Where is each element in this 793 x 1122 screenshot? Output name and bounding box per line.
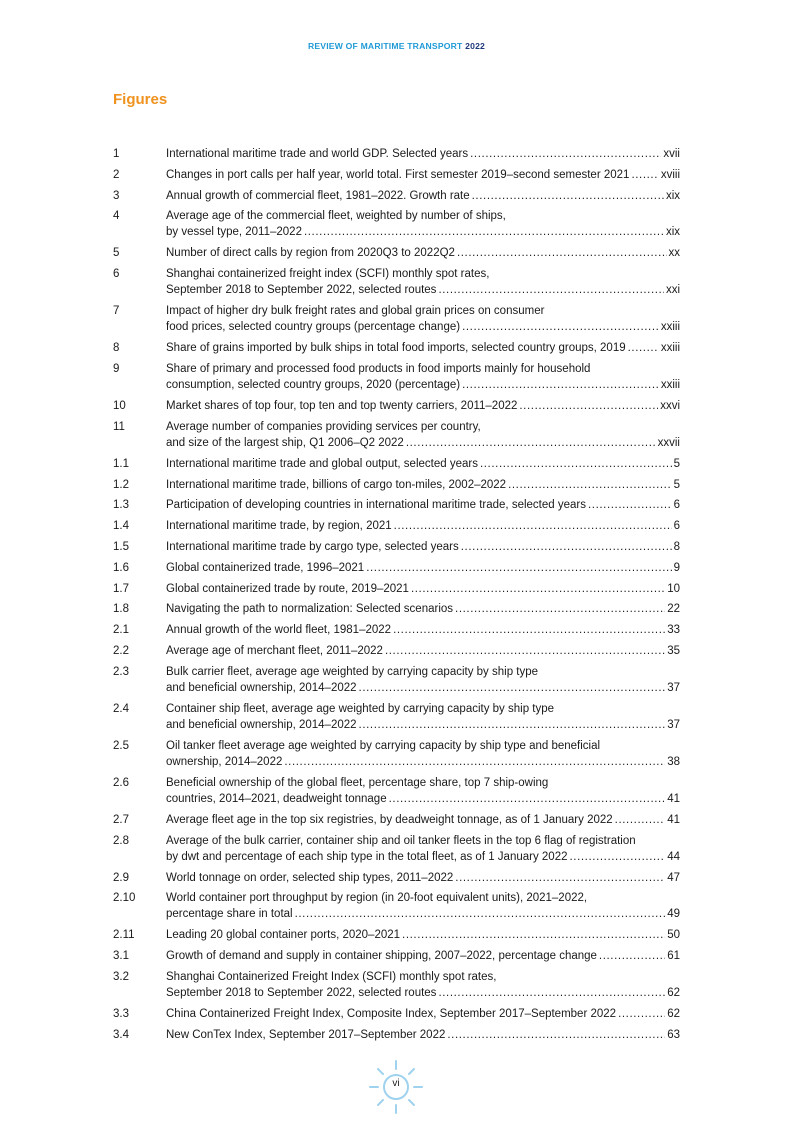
page-reference[interactable]: xxi [665, 284, 680, 297]
page-reference[interactable]: 38 [667, 755, 680, 768]
figure-caption [166, 245, 680, 261]
toc-entry[interactable] [113, 518, 680, 534]
page-footer [366, 1057, 426, 1117]
figures-list [113, 146, 680, 1048]
toc-entry[interactable] [113, 948, 680, 964]
figure-title-line: Participation of developing countries in international maritime trade, selected years [166, 499, 586, 512]
running-header-title: REVIEW OF MARITIME TRANSPORT [307, 41, 463, 51]
toc-entry[interactable] [113, 701, 680, 733]
figure-title-line: International maritime trade and global output, selected years [166, 457, 478, 470]
figure-caption [166, 738, 680, 770]
figure-caption [166, 927, 680, 943]
page-reference[interactable]: 41 [667, 813, 680, 826]
page-reference[interactable]: 6 [673, 520, 680, 533]
figure-title-line: International maritime trade and world GDP. Selected years [166, 148, 469, 160]
dot-leader [618, 1006, 665, 1022]
figure-caption [166, 664, 680, 696]
figure-title-line: Shanghai Containerized Freight Index (SCFI) monthly spot rates, [166, 970, 497, 983]
figure-caption [166, 560, 680, 576]
figure-title-line: Share of grains imported by bulk ships in total food imports, selected country groups, 2019 [166, 342, 626, 355]
toc-entry[interactable] [113, 1027, 680, 1043]
toc-entry[interactable] [113, 361, 680, 393]
figure-number: 1.6 [113, 561, 129, 574]
toc-entry[interactable] [113, 1006, 680, 1022]
figure-title-line: Number of direct calls by region from 2020Q3 to 2022Q2 [166, 247, 455, 260]
figure-number: 1.3 [113, 499, 129, 512]
dot-leader [628, 340, 659, 356]
figure-number: 7 [113, 305, 120, 318]
figure-caption [166, 539, 680, 555]
section-title: Figures [113, 91, 168, 108]
figure-caption [166, 266, 680, 298]
dot-leader [359, 717, 666, 733]
toc-entry[interactable] [113, 266, 680, 298]
figure-number: 1 [113, 148, 120, 160]
figure-number: 1.8 [113, 603, 129, 616]
figure-caption [166, 969, 680, 1001]
dot-leader [295, 906, 666, 922]
page-reference[interactable]: xxvi [660, 399, 680, 412]
figure-number: 4 [113, 210, 120, 223]
figure-caption [166, 775, 680, 807]
toc-entry[interactable] [113, 419, 680, 451]
toc-entry[interactable] [113, 664, 680, 696]
dot-leader [359, 680, 666, 696]
dot-leader [284, 754, 665, 770]
toc-entry[interactable] [113, 303, 680, 335]
figure-title-line: Impact of higher dry bulk freight rates and global grain prices on consumer [166, 305, 545, 318]
figure-title-line: Navigating the path to normalization: Selected scenarios [166, 603, 454, 616]
figure-caption [166, 303, 680, 335]
page-reference[interactable]: xvii [663, 148, 680, 160]
dot-leader [366, 560, 671, 576]
figure-caption [166, 419, 680, 451]
toc-entry[interactable] [113, 146, 680, 162]
toc-entry[interactable] [113, 560, 680, 576]
page-reference[interactable]: 5 [673, 478, 680, 491]
figure-title-line: International maritime trade, by region, 2021 [166, 520, 392, 533]
page-reference[interactable]: 37 [667, 681, 680, 694]
toc-entry[interactable] [113, 456, 680, 472]
figure-caption [166, 701, 680, 733]
figure-title-line: September 2018 to September 2022, selected routes [166, 284, 437, 297]
figure-caption [166, 456, 680, 472]
dot-leader [519, 398, 658, 414]
dot-leader [438, 985, 665, 1001]
figure-number: 10 [113, 399, 126, 412]
dot-leader [462, 319, 659, 335]
dot-leader [304, 224, 664, 240]
toc-entry[interactable] [113, 245, 680, 261]
figure-number: 1.5 [113, 540, 129, 553]
figure-title-line: Average fleet age in the top six registries, by deadweight tonnage, as of 1 January 2022 [166, 813, 613, 826]
figure-title-line: Leading 20 global container ports, 2020–2021 [166, 929, 401, 942]
page-reference[interactable]: xix [665, 189, 680, 202]
toc-entry[interactable] [113, 601, 680, 617]
toc-entry[interactable] [113, 188, 680, 204]
figure-title-line: Growth of demand and supply in container shipping, 2007–2022, percentage change [166, 950, 597, 963]
toc-entry[interactable] [113, 870, 680, 886]
dot-leader [508, 477, 672, 493]
dot-leader [615, 812, 666, 828]
toc-entry[interactable] [113, 398, 680, 414]
dot-leader [411, 581, 665, 597]
figure-number: 2.10 [113, 892, 136, 905]
figure-caption [166, 1027, 680, 1043]
figure-caption [166, 497, 680, 513]
dot-leader [631, 167, 658, 183]
figure-title-line: Beneficial ownership of the global fleet, percentage share, top 7 ship-owing [166, 776, 549, 789]
dot-leader [389, 791, 666, 807]
page-reference[interactable]: 41 [667, 792, 680, 805]
figure-title-line: by dwt and percentage of each ship type in the total fleet, as of 1 January 2022 [166, 850, 568, 863]
figure-title-line: Share of primary and processed food products in food imports mainly for household [166, 362, 591, 375]
page-reference[interactable]: 47 [667, 871, 680, 884]
figure-title-line: Oil tanker fleet average age weighted by carrying capacity by ship type and beneficial [166, 739, 601, 752]
figure-caption [166, 167, 680, 183]
figure-title-line: International maritime trade, billions of cargo ton-miles, 2002–2022 [166, 478, 507, 491]
figure-title-line: consumption, selected country groups, 2020 (percentage) [166, 378, 461, 391]
figure-number: 2.8 [113, 834, 129, 847]
dot-leader [461, 539, 672, 555]
figure-caption [166, 622, 680, 638]
dot-leader [393, 622, 665, 638]
figure-number: 9 [113, 362, 120, 375]
figure-title-line: by vessel type, 2011–2022 [166, 226, 302, 239]
page-reference[interactable]: 61 [667, 950, 680, 963]
page-reference[interactable]: 49 [667, 908, 680, 921]
figure-title-line: countries, 2014–2021, deadweight tonnage [166, 792, 387, 805]
dot-leader [588, 497, 672, 513]
dot-leader [470, 146, 661, 162]
page-reference[interactable]: xviii [660, 168, 680, 181]
dot-leader [599, 948, 665, 964]
figure-caption [166, 870, 680, 886]
figure-caption [166, 581, 680, 597]
dot-leader [385, 643, 665, 659]
running-header-year: 2022 [465, 41, 486, 51]
page-reference[interactable]: xx [668, 247, 680, 260]
page-reference[interactable]: xxiii [660, 321, 680, 334]
figure-title-line: Average of the bulk carrier, container ship and oil tanker fleets in the top 6 flag of registration [166, 834, 636, 847]
toc-entry[interactable] [113, 643, 680, 659]
figure-caption [166, 948, 680, 964]
figure-title-line: Global containerized trade by route, 2019–2021 [166, 582, 409, 595]
page-reference[interactable]: 6 [673, 499, 680, 512]
figure-title-line: Global containerized trade, 1996–2021 [166, 561, 365, 574]
page-reference[interactable]: 50 [667, 929, 680, 942]
figure-caption [166, 890, 680, 922]
figure-number: 2.2 [113, 644, 129, 657]
page-reference[interactable]: xix [665, 226, 680, 239]
dot-leader [570, 849, 666, 865]
figure-title-line: China Containerized Freight Index, Composite Index, September 2017–September 2022 [166, 1007, 617, 1020]
page-reference[interactable]: 33 [667, 624, 680, 637]
figure-number: 3.2 [113, 970, 129, 983]
figure-number: 2.9 [113, 871, 129, 884]
figure-caption [166, 518, 680, 534]
running-header [0, 41, 793, 51]
page-reference[interactable]: 62 [667, 1007, 680, 1020]
dot-leader [457, 245, 667, 261]
figure-title-line: World container port throughput by region (in 20-foot equivalent units), 2021–2022, [166, 892, 588, 905]
page-number: vi [392, 1078, 400, 1089]
page-reference[interactable]: xxiii [660, 378, 680, 391]
dot-leader [447, 1027, 665, 1043]
page-reference[interactable]: 8 [673, 540, 680, 553]
figure-number: 1.1 [113, 457, 129, 470]
figure-number: 1.4 [113, 520, 129, 533]
figure-number: 2.7 [113, 813, 129, 826]
page-reference[interactable]: 5 [673, 457, 680, 470]
figure-title-line: Average age of the commercial fleet, weighted by number of ships, [166, 210, 506, 223]
figure-number: 3.3 [113, 1007, 129, 1020]
figure-title-line: ownership, 2014–2022 [166, 755, 283, 768]
figure-number: 1.7 [113, 582, 129, 595]
toc-entry[interactable] [113, 812, 680, 828]
toc-entry[interactable] [113, 890, 680, 922]
figure-number: 2 [113, 168, 120, 181]
page-reference[interactable]: xxvii [657, 436, 680, 449]
figure-title-line: International maritime trade by cargo type, selected years [166, 540, 459, 553]
figure-number: 1.2 [113, 478, 129, 491]
dot-leader [462, 377, 659, 393]
dot-leader [472, 188, 664, 204]
page-reference[interactable]: 63 [667, 1028, 680, 1041]
figure-title-line: and size of the largest ship, Q1 2006–Q2 2022 [166, 436, 404, 449]
figure-number: 2.6 [113, 776, 129, 789]
page-reference[interactable]: 10 [667, 582, 680, 595]
figure-title-line: Market shares of top four, top ten and top twenty carriers, 2011–2022 [166, 399, 518, 412]
page-reference[interactable]: 9 [673, 561, 680, 574]
dot-leader [455, 870, 665, 886]
figure-number: 5 [113, 247, 120, 260]
figure-caption [166, 643, 680, 659]
figure-number: 2.3 [113, 665, 129, 678]
figure-title-line: New ConTex Index, September 2017–September 2022 [166, 1028, 446, 1041]
dot-leader [455, 601, 665, 617]
figure-number: 6 [113, 268, 120, 281]
dot-leader [406, 435, 656, 451]
figure-title-line: Shanghai containerized freight index (SCFI) monthly spot rates, [166, 268, 490, 281]
figure-number: 2.4 [113, 702, 129, 715]
figure-caption [166, 208, 680, 240]
toc-entry[interactable] [113, 833, 680, 865]
toc-entry[interactable] [113, 738, 680, 770]
page-reference[interactable]: 37 [667, 718, 680, 731]
figure-title-line: Average age of merchant fleet, 2011–2022 [166, 644, 383, 657]
toc-entry[interactable] [113, 622, 680, 638]
dot-leader [438, 282, 664, 298]
page-reference[interactable]: 35 [667, 644, 680, 657]
page-reference[interactable]: 44 [667, 850, 680, 863]
page-reference[interactable]: 22 [667, 603, 680, 616]
figure-number: 8 [113, 342, 120, 355]
figure-number: 3.4 [113, 1028, 129, 1041]
figure-title-line: and beneficial ownership, 2014–2022 [166, 681, 357, 694]
figure-caption [166, 812, 680, 828]
dot-leader [394, 518, 672, 534]
figure-number: 2.1 [113, 624, 129, 637]
figure-caption [166, 398, 680, 414]
figure-caption [166, 601, 680, 617]
figure-title-line: September 2018 to September 2022, selected routes [166, 986, 437, 999]
figure-number: 2.5 [113, 739, 129, 752]
figure-title-line: Container ship fleet, average age weighted by carrying capacity by ship type [166, 702, 555, 715]
figure-caption [166, 146, 680, 162]
figure-number: 11 [113, 420, 125, 433]
toc-entry[interactable] [113, 927, 680, 943]
toc-entry[interactable] [113, 208, 680, 240]
figure-title-line: Bulk carrier fleet, average age weighted by carrying capacity by ship type [166, 665, 539, 678]
toc-entry[interactable] [113, 775, 680, 807]
toc-entry[interactable] [113, 497, 680, 513]
toc-entry[interactable] [113, 969, 680, 1001]
toc-entry[interactable] [113, 340, 680, 356]
figure-number: 3 [113, 189, 120, 202]
toc-entry[interactable] [113, 477, 680, 493]
figure-number: 3.1 [113, 950, 129, 963]
figure-title-line: percentage share in total [166, 908, 293, 921]
figure-title-line: and beneficial ownership, 2014–2022 [166, 718, 357, 731]
figure-title-line: Annual growth of commercial fleet, 1981–2022. Growth rate [166, 189, 470, 202]
toc-entry[interactable] [113, 581, 680, 597]
dot-leader [402, 927, 665, 943]
dot-leader [480, 456, 672, 472]
toc-entry[interactable] [113, 167, 680, 183]
figure-title-line: World tonnage on order, selected ship types, 2011–2022 [166, 871, 454, 884]
figure-caption [166, 340, 680, 356]
figure-caption [166, 833, 680, 865]
page-reference[interactable]: xxiii [660, 342, 680, 355]
figure-title-line: Average number of companies providing services per country, [166, 420, 481, 433]
figure-number: 2.11 [113, 929, 135, 942]
figure-caption [166, 477, 680, 493]
toc-entry[interactable] [113, 539, 680, 555]
figure-caption [166, 1006, 680, 1022]
figure-caption [166, 188, 680, 204]
figure-title-line: food prices, selected country groups (percentage change) [166, 321, 461, 334]
page-reference[interactable]: 62 [667, 986, 680, 999]
figure-title-line: Changes in port calls per half year, world total. First semester 2019–second semester 2021 [166, 168, 630, 181]
figure-title-line: Annual growth of the world fleet, 1981–2022 [166, 624, 392, 637]
figure-caption [166, 361, 680, 393]
